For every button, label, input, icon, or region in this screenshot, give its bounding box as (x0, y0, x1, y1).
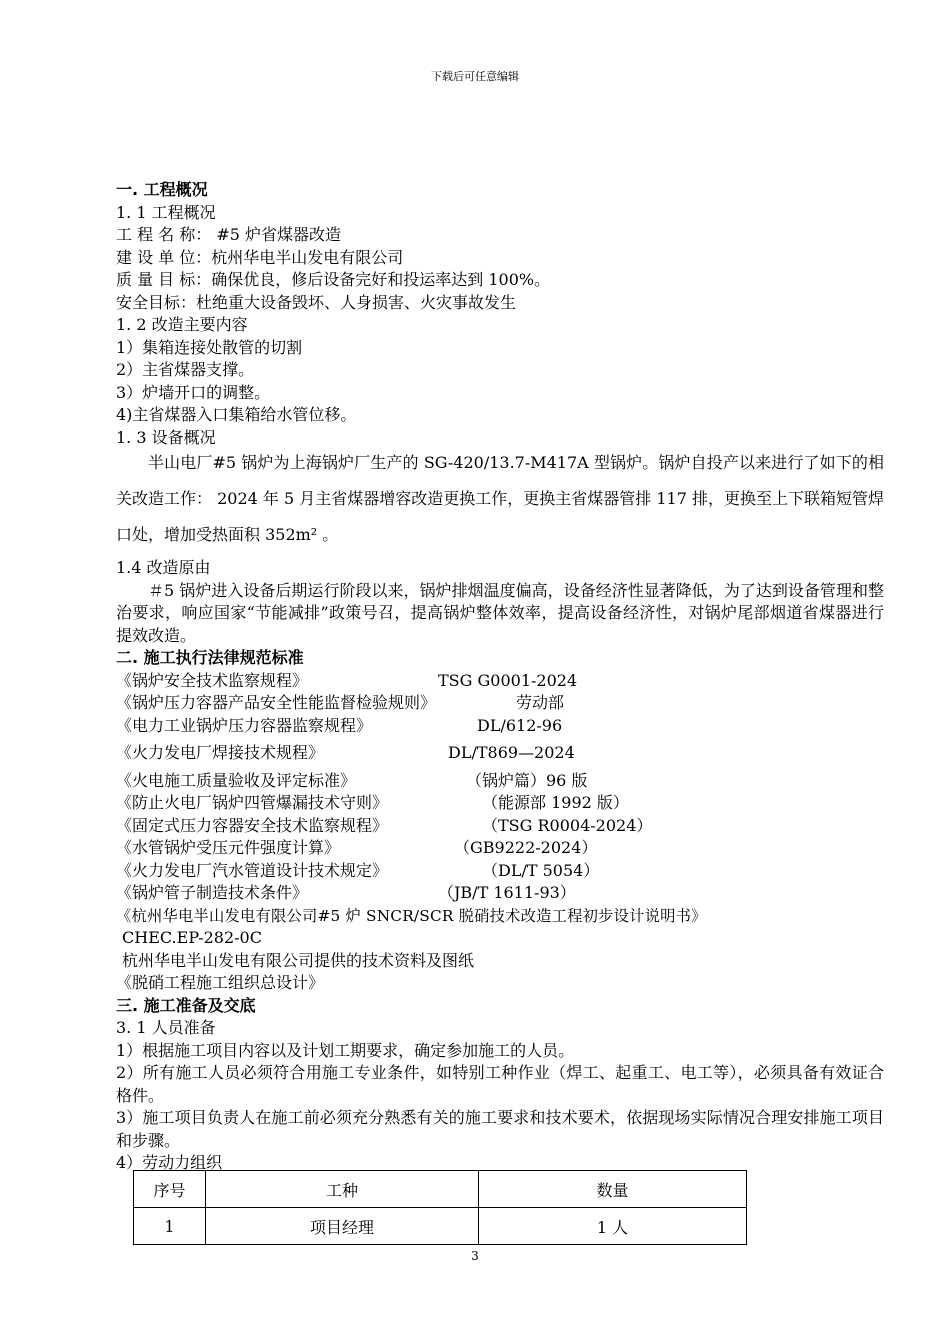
standard-row (116, 715, 884, 738)
design-code: CHEC.EP-282-0C (122, 928, 262, 947)
standard-name: 《防止火电厂锅炉四管爆漏技术守则》 (116, 793, 389, 812)
standard-code: （能源部 1992 版） (482, 793, 629, 812)
personnel-item-4: 4）劳动力组织 (116, 1153, 223, 1172)
table-cell: 项目经理 (206, 1208, 479, 1245)
standard-name: 《火力发电厂汽水管道设计技术规定》 (116, 860, 389, 880)
standard-code: （JB/T 1611-93） (438, 883, 576, 902)
table-row (134, 1208, 747, 1245)
list-item: 4)主省煤器入口集箱给水管位移。 (116, 405, 357, 424)
standard-code: DL/612-96 (477, 715, 563, 735)
organization-design: 《脱硝工程施工组织总设计》 (116, 973, 325, 992)
personnel-item-1: 1）根据施工项目内容以及计划工期要求，确定参加施工的人员。 (116, 1040, 575, 1060)
owner-unit: 建 设 单 位：杭州华电半山发电有限公司 (116, 247, 404, 267)
table-header-cell: 序号 (134, 1171, 206, 1208)
standard-row (116, 692, 884, 715)
subsection-1-1: 1. 1 工程概况 (116, 202, 216, 222)
subsection-3-1: 3. 1 人员准备 (116, 1018, 216, 1037)
standard-row (116, 837, 884, 860)
standard-row (116, 860, 884, 883)
quality-goal: 质 量 目 标：确保优良，修后设备完好和投运率达到 100%。 (116, 270, 551, 289)
page-number: 3 (471, 1249, 479, 1263)
table-header-cell: 工种 (206, 1171, 479, 1208)
equipment-paragraph: 半山电厂#5 锅炉为上海锅炉厂生产的 SG-420/13.7-M417A 型锅炉。锅炉自投产以来进行了如下的相关改造工作： 2024 年 5 月主省煤器增容改造更换工作，更换主省煤器管排 117 排，更换至上下联箱短管焊口处，增加受热面积 352m² 。 (116, 453, 884, 544)
personnel-item-3: 3）施工项目负责人在施工前必须充分熟悉有关的施工要求和技术要术，依据现场实际情况合理安排施工项目和步骤。 (116, 1108, 884, 1150)
list-item: 1）集箱连接处散管的切割 (116, 337, 303, 357)
section-2-title: 二. 施工执行法律规范标准 (116, 648, 304, 667)
document-body (116, 179, 884, 1175)
table-header-cell: 数量 (479, 1171, 747, 1208)
standard-name: 《锅炉安全技术监察规程》 (116, 670, 309, 690)
standard-code: 劳动部 (516, 693, 565, 712)
table-cell: 1 (134, 1208, 206, 1245)
standard-row (116, 882, 884, 905)
standard-code: （锅炉篇）96 版 (466, 770, 588, 790)
reason-paragraph: ＃5 锅炉进入设备后期运行阶段以来，锅炉排烟温度偏高，设备经济性显著降低，为了达到设备管理和整治要求，响应国家“节能减排”政策号召，提高锅炉整体效率，提高设备经济性，对锅炉尾部烟道省煤器进行提效改造。 (116, 580, 884, 645)
standard-row (116, 792, 884, 815)
standard-name: 《电力工业锅炉压力容器监察规程》 (116, 715, 373, 735)
standard-row (116, 815, 884, 838)
design-document: 《杭州华电半山发电有限公司#5 炉 SNCR/SCR 脱硝技术改造工程初步设计说明书》 (116, 906, 707, 925)
standard-row (116, 670, 884, 693)
list-item: 3）炉墙开口的调整。 (116, 382, 271, 402)
standard-name: 《水管锅炉受压元件强度计算》 (116, 838, 341, 857)
subsection-1-2: 1. 2 改造主要内容 (116, 315, 248, 334)
table-cell: 1 人 (479, 1208, 747, 1245)
standard-name: 《固定式压力容器安全技术监察规程》 (116, 815, 389, 835)
page-header: 下载后可任意编辑 (431, 70, 519, 83)
section-3-title: 三. 施工准备及交底 (116, 995, 256, 1015)
subsection-1-4: 1.4 改造原由 (116, 558, 211, 577)
list-item: 2）主省煤器支撑。 (116, 360, 255, 379)
standard-name: 《锅炉压力容器产品安全性能监督检验规则》 (116, 693, 437, 712)
standard-name: 《火力发电厂焊接技术规程》 (116, 743, 325, 762)
technical-data: 杭州华电半山发电有限公司提供的技术资料及图纸 (122, 950, 475, 970)
standard-code: （TSG R0004-2024） (482, 815, 653, 835)
subsection-1-3: 1. 3 设备概况 (116, 427, 216, 447)
standard-name: 《火电施工质量验收及评定标准》 (116, 770, 357, 790)
standard-name: 《锅炉管子制造技术条件》 (116, 883, 309, 902)
safety-goal: 安全目标：杜绝重大设备毁坏、人身损害、火灾事故发生 (116, 292, 517, 312)
section-1-title: 一. 工程概况 (116, 180, 208, 199)
standard-row (116, 770, 884, 793)
personnel-item-2: 2）所有施工人员必须符合用施工专业条件，如特别工种作业（焊工、起重工、电工等），必须具备有效证合格件。 (116, 1063, 884, 1105)
standard-code: TSG G0001-2024 (438, 670, 578, 690)
standard-row (116, 742, 884, 765)
standard-code: （DL/T 5054） (482, 860, 600, 880)
standard-code: DL/T869—2024 (448, 743, 575, 762)
labor-table (133, 1170, 747, 1245)
table-header-row (134, 1171, 747, 1208)
standard-code: （GB9222-2024） (454, 838, 598, 857)
project-name: 工 程 名 称： #5 炉省煤器改造 (116, 225, 342, 244)
